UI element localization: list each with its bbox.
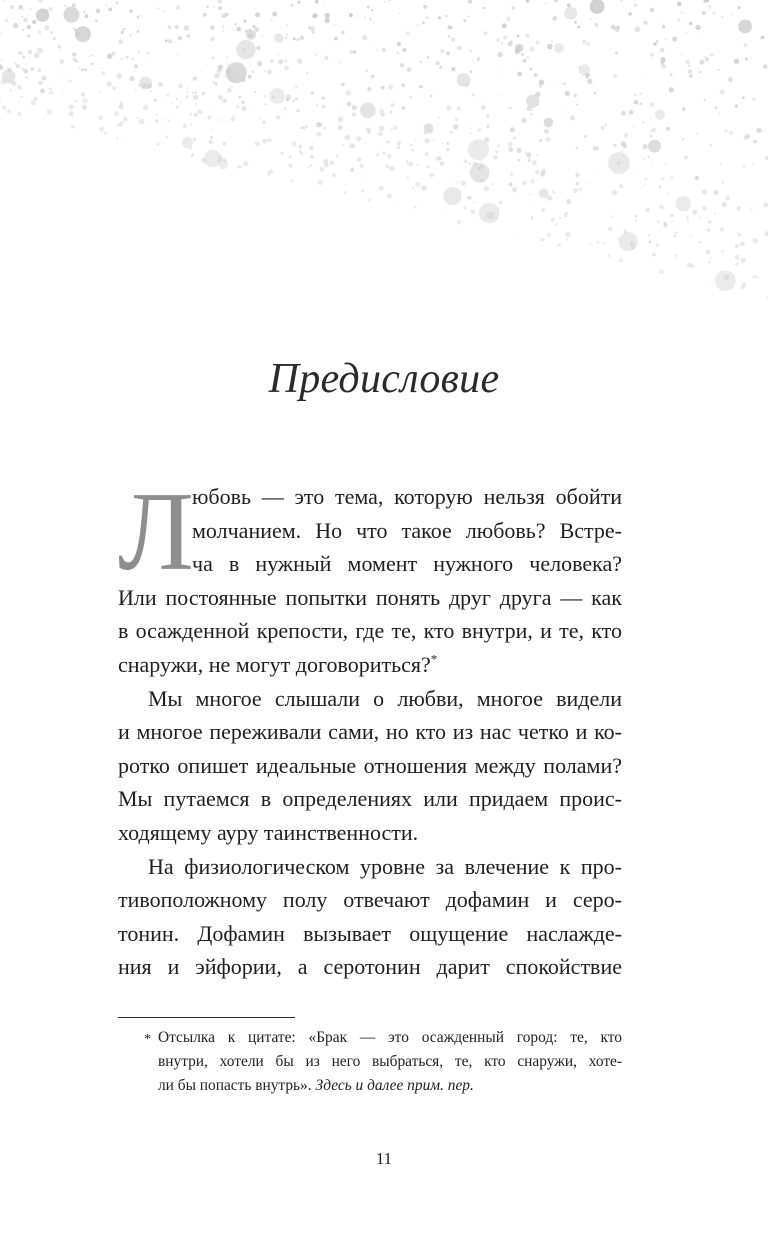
- text-line: На физиологическом уровне за влечение к про-: [148, 853, 622, 879]
- translator-note: Здесь и далее прим. пер.: [315, 1077, 474, 1094]
- footnote-reference[interactable]: *: [430, 651, 438, 667]
- footnote-line: внутри, хотели бы из него выбраться, те, кто снаружи, хоте-: [158, 1053, 622, 1070]
- footnote-line-last: [118, 1074, 622, 1098]
- text-line: тивоположному полу отвечают дофамин и серо-: [118, 887, 622, 913]
- footnote-mark: *: [144, 1032, 151, 1047]
- text-line: ния и эйфории, а серотонин дарит спокойствие: [118, 954, 622, 980]
- text-line: Мы многое слышали о любви, многое видели: [148, 685, 622, 711]
- text-line: Или постоянные попытки понять друг друга — как: [118, 584, 622, 610]
- drop-cap: Л: [118, 470, 194, 594]
- text-line: в осажденной крепости, где те, кто внутри, и те, кто: [118, 618, 622, 644]
- text-line-with-footnote: [118, 648, 622, 682]
- text-line: снаружи, не могут договориться?: [118, 651, 431, 677]
- speckle-pattern-decoration: [0, 0, 768, 305]
- body-text: [118, 470, 622, 984]
- text-line: молчанием. Но что такое любовь? Встре-: [192, 517, 622, 543]
- footnote-divider: [118, 1017, 295, 1018]
- text-line: Мы путаемся в определениях или придаем проис-: [118, 786, 622, 812]
- footnote-line: Отсылка к цитате: «Брак — это осажденный город: те, кто: [158, 1029, 622, 1046]
- chapter-title: Предисловие: [268, 356, 500, 402]
- footnote-line: ли бы попасть внутрь».: [158, 1077, 312, 1094]
- text-line: ходящему ауру таинственности.: [118, 819, 419, 845]
- text-line: тонин. Дофамин вызывает ощущение наслажде-: [118, 920, 622, 946]
- text-line: ротко опишет идеальные отношения между полами?: [118, 752, 622, 778]
- page-number: 11: [375, 1149, 393, 1168]
- text-line: и многое переживали сами, но кто из нас четко и ко-: [118, 719, 622, 745]
- text-line: ча в нужный момент нужного человека?: [192, 551, 622, 577]
- footnote: [118, 1026, 622, 1098]
- text-line: юбовь — это тема, которую нельзя обойти: [192, 484, 622, 509]
